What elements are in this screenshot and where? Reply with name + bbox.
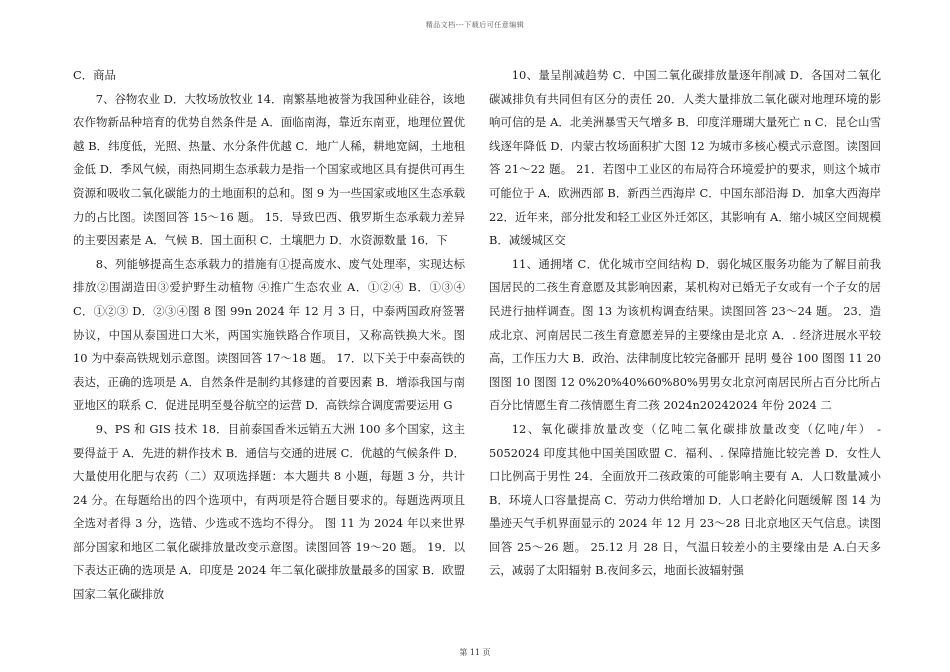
paragraph-commodity-option: C．商品 [73, 68, 116, 82]
paragraph-section-8: 8、列能够提高生态承载力的措施有①提高废水、废气处理率，实现达标排放②围湖造田③爱护野生动植物 ④推广生态农业 A．①②④ B．①③④ C．①②③ D．②③④图 8 图 99n 2024 年 12 月 3 日，中泰两国政府签署协议，中国从泰国进口大米，两国实施铁路合作项目，又称高铁换大米。图 10 为中泰高铁规划示意图。读图回答 17～18 题。 17．以下关于中泰高铁的表达，正确的选项是 A．自然条件是制约其修建的首要因素 B．增添我国与南亚地区的联系 C．促进昆明至曼谷航空的运营 D．高铁综合调度需要运用 G [73, 256, 465, 413]
right-column [489, 64, 881, 583]
page-header: 精品文档---下载后可任意编辑 [425, 21, 525, 29]
left-column [73, 64, 465, 607]
paragraph-section-9: 9、PS 和 GIS 技术 18．目前泰国香米远销五大洲 100 多个国家，这主要得益于 A．先进的耕作技术 B．通信与交通的进展 C．优越的气候条件 D．大量使用化肥与农药（二）双项选择题：本大题共 8 小题，每题 3 分，共计 24 分。在每题给出的四个选项中，有两项是符合题目要求的。每题选两项且全选对者得 3 分，选错、少选或不选均不得分。 图 11 为 2024 年以来世界部分国家和地区二氧化碳排放量改变示意图。读图回答 19～20 题。 19．以下表达正确的选项是 A．印度是 2024 年二氧化碳排放量最多的国家 B．欧盟国家二氧化碳排放 [73, 421, 465, 602]
paragraph-section-11: 11、通拥堵 C．优化城市空间结构 D．弱化城区服务功能为了解目前我国居民的二孩生育意愿及其影响因素，某机构对已婚无子女或有一个子女的居民进行抽样调查。图 13 为该机构调查结果。读图回答 23～24 题。 23．造成北京、河南居民二孩生育意愿差异的主要缘由是北京 A．. 经济进展水平较高，工作压力大 B．政治、法律制度比较完备郦开 昆明 曼谷 100 图图 11 20 图图 10 图图 12 0%20%40%60%80%男男女北京河南居民所占百分比所占百分比情愿生育二孩情愿生育二孩 2024n20242024 年份 2024 二 [489, 256, 881, 413]
paragraph-section-12: 12、氧化碳排放量改变（亿吨二氧化碳排放量改变（亿吨/年） - 5052024 印度其他中国美国欧盟 C．福利、. 保障措施比较完善 D．女性人口比例高于男性 24．全面放开二孩政策的可能影响主要有 A．人口数量减小 B．环境人口容量提高 C．劳动力供给增加 D．人口老龄化问题缓解 图 14 为墨迹天气手机界面显示的 2024 年 12 月 23～28 日北京地区天气信息。读图回答 25～26 题。 25.12 月 28 日，气温日较差小的主要缘由是 A.白天多云，减弱了太阳辐射 B.夜间多云，地面长波辐射强 [489, 421, 881, 578]
paragraph-section-7: 7、谷物农业 D．大牧场放牧业 14．南繁基地被誉为我国种业硅谷，该地农作物新品种培育的优势自然条件是 A．面临南海，靠近东南亚，地理位置优越 B．纬度低，光照、热量、水分条件优越 C．地广人稀，耕地宽阔，土地租金低 D．季风气候，雨热同期生态承载力是指一个国家或地区具有提供可再生资源和吸收二氧化碳能力的土地面积的总和。图 9 为一些国家或地区生态承载力的占比图。读图回答 15～16 题。 15．导致巴西、俄罗斯生态承载力差异的主要因素是 A．气候 B．国土面积 C．土壤肥力 D．水资源数量 16．下 [73, 91, 465, 248]
page-number: 第 11 页 [459, 648, 491, 657]
paragraph-section-10: 10、量呈削减趋势 C．中国二氧化碳排放量逐年削减 D．各国对二氧化碳减排负有共同但有区分的责任 20．人类大量排放二氧化碳对地理环境的影响可信的是 A．北美洲暴雪天气增多 B．印度洋珊瑚大量死亡 n C．昆仑山雪线逐年降低 D．内蒙古牧场面积扩大图 12 为城市多核心模式示意图。读图回答 21～22 题。 21．若图中工业区的布局符合环境爱护的要求，则这个城市可能位于 A．欧洲西部 B．新西兰西海岸 C．中国东部沿海 D．加拿大西海岸 22．近年来，部分批发和轻工业区外迁郊区，其影响有 A．缩小城区空间规模 B．减缓城区交 [489, 68, 881, 248]
